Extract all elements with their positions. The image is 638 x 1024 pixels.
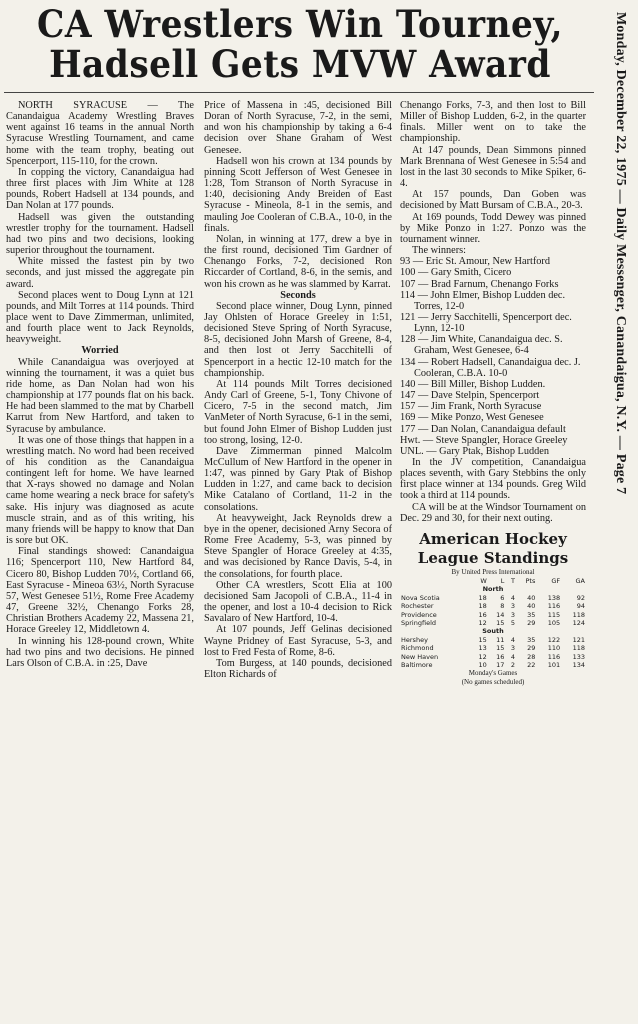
table-row	[400, 636, 586, 644]
paragraph: Price of Massena in :45, decisioned Bill Doran of North Syracuse, 7-2, in the semi, and won his championship by taking a 6-4 decision over Shane Graham of West Genesee.	[204, 100, 392, 156]
cell: 15	[496, 644, 505, 653]
page-dateline: Monday, December 22, 1975 — Daily Messenger, Canandaigua, N.Y. — Page 7	[613, 12, 628, 495]
hockey-credit: By United Press International	[451, 567, 535, 576]
cell: 2	[510, 661, 515, 669]
table-row	[400, 653, 586, 661]
cell: 22	[527, 661, 536, 669]
list-item: 100 — Gary Smith, Cicero	[400, 267, 512, 279]
team-name: Baltimore	[401, 661, 433, 669]
cell: 118	[572, 644, 585, 653]
headline	[27, 4, 574, 84]
paragraph: NORTH SYRACUSE — The Canandaigua Academy Wrestling Braves went against 16 teams in the annual North Syracuse Wrestling Tournament, and came home with the team trophy, beating out Spencerport, 115-110, for the crown.	[6, 100, 194, 167]
paragraph: Chenango Forks, 7-3, and then lost to Bill Miller of Bishop Ludden, 6-2, in the quarter finals. Miller went on to take the championship.	[400, 100, 586, 145]
article-column-2	[204, 100, 392, 1022]
paragraph: Second place winner, Doug Lynn, pinned Jay Ohlsten of Horace Greeley in 1:51, decisioned Steve Spring of North Syracuse, 8-5, decisioned John Marsh of Greene, 8-4, and then lost ot Jerry Sacchitelli of Spencerport in a hectic 12-10 match for the championship.	[204, 300, 392, 379]
cell: 3	[510, 610, 515, 619]
list-item: 147 — Dave Stelpin, Spencerport	[400, 390, 540, 402]
paragraph: Final standings showed: Canandaigua 116; Spencerport 110, New Hartford 84, Cicero 80, Bishop Ludden 70½, Cortland 66, East Syracuse - Mineoa 63½, North Syracuse 57, West Genesee 51½, Rome Free Academy 47, Greene 32½, Chenango Forks 28, Christian Brothers Academy 22, Massena 21, Horace Greeley 12, Middletown 4.	[6, 546, 194, 636]
cell: 121	[572, 635, 585, 644]
cell: 17	[496, 661, 505, 669]
cell: 4	[510, 593, 515, 602]
hockey-title-line-1: American Hockey	[419, 529, 567, 548]
cell: 10	[478, 661, 487, 669]
cell: 29	[527, 618, 536, 627]
cell: 15	[478, 635, 487, 644]
division-label: South	[482, 627, 504, 636]
cell: 122	[547, 635, 561, 644]
column-header	[400, 577, 470, 585]
paragraph: At 169 pounds, Todd Dewey was pinned by Mike Ponzo in 1:27. Ponzo was the tournament winner.	[400, 211, 586, 245]
list-item: 121 — Jerry Sacchitelli, Spencerport dec. Lynn, 12-10	[400, 311, 572, 335]
cell: 3	[510, 602, 515, 611]
cell: 16	[478, 610, 487, 619]
cell: 5	[510, 618, 515, 627]
team-name: Springfield	[401, 618, 437, 627]
column-header: GA	[575, 576, 585, 585]
cell: 94	[576, 602, 585, 611]
cell: 13	[478, 644, 487, 653]
cell: 8	[500, 602, 505, 611]
column-header: T	[510, 576, 515, 585]
cell: 12	[478, 652, 487, 661]
cell: 35	[527, 635, 536, 644]
cell: 4	[510, 635, 515, 644]
cell: 116	[547, 602, 561, 611]
list-item: 140 — Bill Miller, Bishop Ludden.	[400, 378, 546, 390]
winners-list	[400, 256, 586, 457]
paragraph: At heavyweight, Jack Reynolds drew a bye in the opener, decisioned Arny Secora of Rome Free Academy, 5-3, was pinned by Steve Spangler of Horace Greeley at 4:35, and was decisioned by Rance Davis, 5-4, in the consolations, for fourth place.	[204, 512, 392, 580]
cell: 40	[527, 593, 536, 602]
cell: 14	[496, 610, 505, 619]
list-item: 128 — Jim White, Canandaigua dec. S. Graham, West Genesee, 6-4	[400, 334, 563, 357]
cell: 124	[572, 618, 585, 627]
cell: 4	[510, 652, 515, 661]
table-row	[400, 602, 586, 610]
cell: 29	[527, 644, 536, 653]
paragraph: Hadsell was given the outstanding wrestler trophy for the tournament. Hadsell had two pins and two decisions, looking superior throughout the tournament.	[6, 211, 194, 257]
cell: 116	[547, 652, 561, 661]
table-row	[400, 619, 586, 627]
games-title: Monday's Games	[468, 669, 518, 678]
table-header-row	[400, 577, 586, 585]
cell: 115	[547, 610, 561, 619]
division-row	[400, 627, 586, 635]
cell: 133	[572, 652, 585, 661]
list-item: 134 — Robert Hadsell, Canandaigua dec. J. Cooleran, C.B.A. 10-0	[400, 356, 581, 379]
headline-rule	[4, 92, 594, 93]
paragraph: At 157 pounds, Dan Goben was decisioned by Matt Bursam of C.B.A., 20-3.	[400, 189, 586, 212]
paragraph: In copping the victory, Canandaigua had three first places with Jim White at 128 pounds, Robert Hadsell at 134 pounds, and Dan Nolan at 177 pounds.	[6, 166, 194, 212]
cell: 12	[478, 618, 487, 627]
cell: 15	[496, 618, 505, 627]
list-item: 114 — John Elmer, Bishop Ludden dec. Torres, 12-0	[400, 289, 566, 312]
team-name: Richmond	[401, 644, 434, 653]
table-row	[400, 611, 586, 619]
cell: 92	[576, 593, 585, 602]
subhead-worried: Worried	[81, 345, 119, 357]
cell: 105	[547, 618, 561, 627]
headline-line-1: CA Wrestlers Win Tourney,	[36, 2, 563, 46]
column-header: Pts	[525, 576, 536, 585]
paragraph: In winning his 128-pound crown, White had two pins and two decisions. He pinned Lars Olson of C.B.A. in :25, Dave	[6, 635, 194, 669]
list-item: 177 — Dan Nolan, Canandaigua default	[400, 423, 566, 435]
team-name: Providence	[401, 610, 437, 619]
table-row	[400, 661, 586, 669]
paragraph: In the JV competition, Canandaigua places seventh, with Gary Stebbins the only first place winner at 134 pounds. Greg Wild took a third at 114 pounds.	[400, 457, 586, 502]
column-header: W	[480, 576, 487, 585]
standings-table	[400, 577, 586, 669]
cell: 134	[572, 661, 585, 669]
list-item: UNL. — Gary Ptak, Bishop Ludden	[400, 445, 550, 457]
cell: 110	[547, 644, 561, 653]
games-note: (No games scheduled)	[461, 678, 525, 687]
team-name: New Haven	[401, 652, 439, 661]
cell: 35	[527, 610, 536, 619]
article-column-1	[6, 100, 194, 1022]
headline-line-2: Hadsell Gets MVW Award	[49, 42, 551, 86]
cell: 16	[496, 652, 505, 661]
cell: 6	[500, 593, 505, 602]
paragraph: CA will be at the Windsor Tournament on Dec. 29 and 30, for their next outing.	[400, 501, 586, 524]
division-row	[400, 585, 586, 593]
cell: 28	[527, 652, 536, 661]
hockey-title-line-2: League Standings	[417, 548, 569, 567]
paragraph: It was one of those things that happen in a wrestling match. No word had been received of his condition as the Canandaigua contingent left for home. We have learned that X-rays showed no damage and Nolan came home wearing a neck brace for safety's sake. His injury was diagnosed as acute muscle strain, and as of this writing, his many friends will be happy to know that Dan is sore but OK.	[6, 434, 194, 547]
list-item: 107 — Brad Farnum, Chenango Forks	[400, 278, 559, 290]
paragraph: At 147 pounds, Dean Simmons pinned Mark Brennana of West Genesee in 5:54 and lost in the last 30 seconds to Mike Spiker, 6-4.	[400, 144, 586, 190]
team-name: Nova Scotia	[401, 593, 440, 602]
cell: 18	[478, 593, 487, 602]
paragraph: Nolan, in winning at 177, drew a bye in the first round, decisioned Tim Gardner of Chenango Forks, 7-2, decisioned Ron Riccarder of Cortland, 8-6, in the semis, and won his crown as he was slammed by Karrat.	[204, 233, 392, 290]
article-column-3	[400, 100, 586, 1022]
paragraph: Hadsell won his crown at 134 pounds by pinning Scott Jefferson of West Genesee in 1:28, Tom Stranson of North Syracuse in 1:40, decisioning Andy Breiden of East Syracuse - Mineola, 8-1 in the semis, and mauling Joe Cooleran of C.B.A., 10-0, in the finals.	[204, 155, 392, 234]
list-item: 157 — Jim Frank, North Syracuse	[400, 401, 542, 413]
cell: 118	[572, 610, 585, 619]
cell: 18	[478, 602, 487, 611]
cell: 3	[510, 644, 515, 653]
hockey-standings	[400, 530, 586, 687]
hockey-title	[400, 530, 586, 568]
paragraph: Second places went to Doug Lynn at 121 pounds, and Milt Torres at 114 pounds. Third place went to Dave Zimmerman, unlimited, and fourth place went to Jack Reynolds, heavyweight.	[6, 289, 194, 346]
cell: 40	[527, 602, 536, 611]
paragraph: The winners:	[412, 245, 467, 257]
cell: 11	[496, 635, 505, 644]
team-name: Rochester	[401, 602, 434, 611]
team-name: Hershey	[401, 635, 428, 644]
cell: 101	[547, 661, 561, 669]
paragraph: While Canandaigua was overjoyed at winning the tournament, it was a quiet bus ride home, as Dan Nolan had won his championship at 177 pounds flat on his back. He had been slammed to the mat by Charbell Karrut from New Hartford, and taken to Syracuse by ambulance.	[6, 356, 194, 435]
paragraph: At 114 pounds Milt Torres decisioned Andy Carl of Greene, 5-1, Tony Chivone of Cicero, 7-5 in the second match, Jim VanMeter of North Syracuse, 6-1 in the semi, but found John Elmer of Bishop Ludden just too strong, losing, 12-0.	[204, 378, 392, 446]
paragraph: Other CA wrestlers, Scott Elia at 100 decisioned Sam Jacopoli of C.B.A., 11-4 in the opener, and lost a 10-4 decision to Rick Savalaro of New Hartford, 10-4.	[204, 579, 392, 625]
list-item: Hwt. — Steve Spangler, Horace Greeley	[400, 434, 568, 446]
paragraph: At 107 pounds, Jeff Gelinas decisioned Wayne Pridney of East Syracuse, 5-3, and lost to Fred Festa of Rome, 8-6.	[204, 624, 392, 658]
list-item: 169 — Mike Ponzo, West Genesee	[400, 412, 544, 424]
table-row	[400, 594, 586, 602]
subhead-seconds: Seconds	[280, 289, 316, 301]
column-header: L	[500, 576, 505, 585]
table-row	[400, 644, 586, 652]
cell: 138	[547, 593, 561, 602]
paragraph: Tom Burgess, at 140 pounds, decisioned Elton Richards of	[204, 657, 392, 680]
list-item: 93 — Eric St. Amour, New Hartford	[400, 256, 551, 268]
division-label: North	[482, 585, 504, 594]
column-header: GF	[551, 576, 561, 585]
paragraph: Dave Zimmerman pinned Malcolm McCullum of New Hartford in the opener in 1:47, was pinned by Gary Ptak of Bishop Ludden in 1:27, and came back to decision Mike Catalano of Cortland, 11-2 in the consolations.	[204, 445, 392, 513]
paragraph: White missed the fastest pin by two seconds, and just missed the aggregate pin award.	[6, 256, 194, 290]
